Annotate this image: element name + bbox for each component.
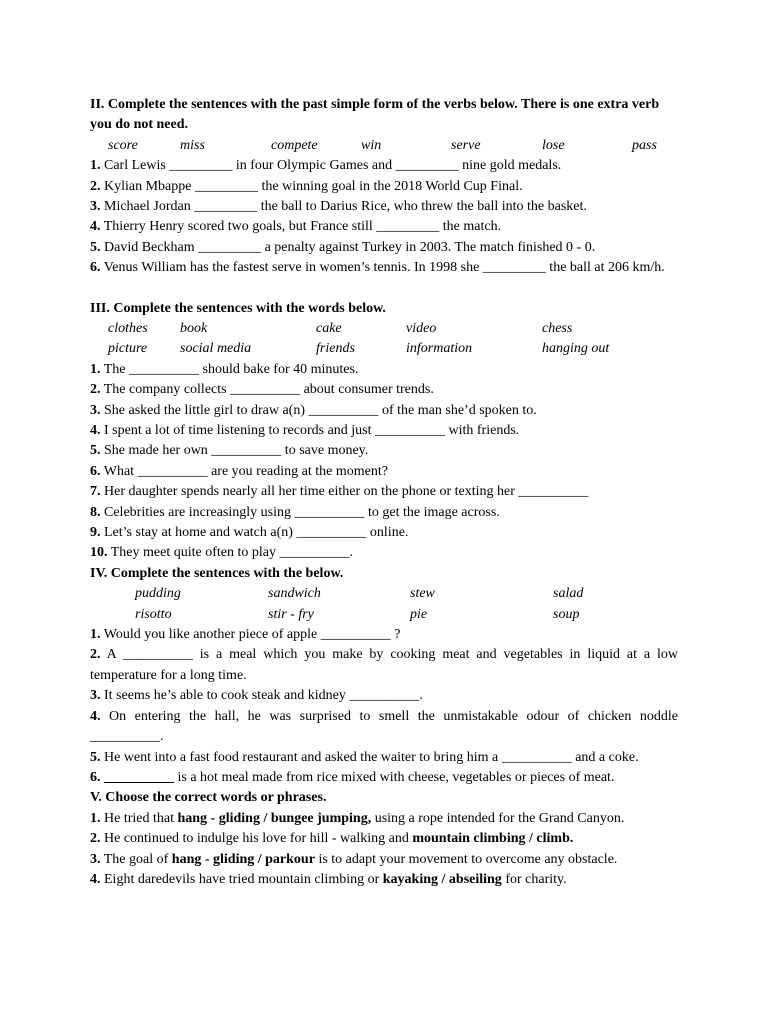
word-bank-item: hanging out [542,341,610,357]
choice-options: mountain climbing / climb. [412,831,574,847]
section-2-heading: II. Complete the sentences with the past simple form of the verbs below. There is one extra verb you do not need. [90,97,660,133]
item-number: 2. [90,178,101,194]
exercise-item [90,421,678,441]
exercise-item [90,543,678,563]
item-text: She made her own __________ to save money. [100,443,369,459]
item-text: is to adapt your movement to overcome any obstacle. [314,851,618,867]
item-number: 9. [90,525,101,541]
item-text: Thierry Henry scored two goals, but France still _________ the match. [100,219,502,235]
exercise-item [90,258,678,278]
word-bank-item: cake [316,321,342,337]
item-text: What __________ are you reading at the moment? [100,463,388,479]
item-number: 7. [90,484,101,500]
item-text: She asked the little girl to draw a(n) __________ of the man she’d spoken to. [100,402,537,418]
exercise-item [90,177,678,197]
exercise-item [90,829,678,849]
section-3-heading: III. Complete the sentences with the words below. [90,300,386,316]
word-bank-item: clothes [108,321,148,337]
item-number: 4. [90,423,101,439]
word-bank-item: risotto [135,606,172,622]
word-bank-item: pass [632,137,657,153]
item-text: is a hot meal made from rice mixed with cheese, vegetables or pieces of meat. [174,769,615,785]
word-bank-item: stew [410,586,435,602]
item-text: using a rope intended for the Grand Canyon. [371,810,625,826]
section-5-heading: V. Choose the correct words or phrases. [90,790,327,806]
item-number: 3. [90,402,101,418]
exercise-item [90,748,678,768]
word-bank-item: serve [451,137,481,153]
exercise-item [90,238,678,258]
item-number: 6. [90,463,101,479]
choice-options: hang - gliding / bungee jumping, [177,810,372,826]
item-text: Carl Lewis _________ in four Olympic Games and _________ nine gold medals. [100,158,562,174]
item-text: Michael Jordan _________ the ball to Darius Rice, who threw the ball into the basket. [100,199,587,215]
item-number: 4. [90,219,101,235]
item-text: Venus William has the fastest serve in women’s tennis. In 1998 she _________ the ball at 206 km/h. [100,260,665,276]
item-text: for charity. [501,871,567,887]
item-text: David Beckham _________ a penalty against Turkey in 2003. The match finished 0 - 0. [100,239,596,255]
item-number: 1. [90,627,101,643]
word-bank-item: book [180,321,208,337]
item-number: 3. [90,851,101,867]
exercise-item [90,503,678,523]
word-bank-item: picture [108,341,148,357]
item-number: 2. [90,382,101,398]
item-number: 1. [90,361,101,377]
item-text: I spent a lot of time listening to records and just __________ with friends. [100,423,520,439]
item-text: The goal of [100,851,172,867]
word-bank-item: stir - fry [268,606,314,622]
word-bank-item: video [406,321,437,337]
word-bank-item: lose [542,137,565,153]
item-text: The company collects __________ about consumer trends. [100,382,434,398]
exercise-item [90,217,678,237]
item-number: 3. [90,688,101,704]
exercise-item [90,197,678,217]
section-3-word-bank-row-2 [90,339,678,359]
item-text: Her daughter spends nearly all her time either on the phone or texting her __________ [100,484,589,500]
word-bank-item: compete [271,137,318,153]
item-number: 4. [90,871,101,887]
item-text: Celebrities are increasingly using __________ to get the image across. [100,504,500,520]
word-bank-item: pudding [135,586,181,602]
item-text: He went into a fast food restaurant and asked the waiter to bring him a __________ and a coke. [100,749,639,765]
item-text: Kylian Mbappe _________ the winning goal in the 2018 World Cup Final. [100,178,523,194]
item-number: 2. [90,647,101,663]
section-2-word-bank [90,136,678,156]
exercise-item [90,870,678,890]
item-number: 6. [90,769,101,785]
word-bank-item: pie [410,606,428,622]
choice-options: hang - gliding / parkour [171,851,315,867]
item-number: 1. [90,158,101,174]
word-bank-item: information [406,341,473,357]
exercise-item [90,380,678,400]
word-bank-item: win [361,137,382,153]
item-text: On entering the hall, he was surprised to smell the unmistakable odour of chicken noddle __________. [90,708,678,745]
exercise-item [90,850,678,870]
item-text: They meet quite often to play __________. [107,545,353,561]
item-number: 4. [90,708,101,724]
section-4-heading: IV. Complete the sentences with the below. [90,565,344,581]
exercise-item [90,441,678,461]
exercise-item [90,707,678,748]
exercise-item [90,401,678,421]
item-number: 8. [90,504,101,520]
exercise-item [90,360,678,380]
section-4-word-bank-row-1 [90,584,678,604]
word-bank-item: friends [316,341,355,357]
item-number: 5. [90,443,101,459]
exercise-item [90,156,678,176]
exercise-item [90,482,678,502]
word-bank-item: score [108,137,138,153]
exercise-item [90,809,678,829]
item-number: 10. [90,545,108,561]
exercise-item [90,523,678,543]
item-number: 5. [90,749,101,765]
item-number: 6. [90,260,101,276]
item-text: Eight daredevils have tried mountain climbing or [100,871,383,887]
item-text: The __________ should bake for 40 minutes. [100,361,359,377]
word-bank-item: chess [542,321,573,337]
exercise-item [90,768,678,788]
item-text: He tried that [100,810,178,826]
worksheet-content [90,95,678,890]
choice-options: kayaking / abseiling [382,871,502,887]
item-text: A __________ is a meal which you make by cooking meat and vegetables in liquid at a low temperature for a long time. [90,647,678,683]
word-bank-item: soup [553,606,580,622]
item-text: He continued to indulge his love for hill - walking and [100,831,413,847]
item-number: 1. [90,810,101,826]
item-text: Let’s stay at home and watch a(n) __________ online. [100,525,409,541]
section-4-word-bank-row-2 [90,605,678,625]
item-number: 2. [90,831,101,847]
exercise-item [90,686,678,706]
item-text: It seems he’s able to cook steak and kidney __________. [100,688,423,704]
section-3-word-bank-row-1 [90,319,678,339]
word-bank-item: social media [180,341,252,357]
exercise-item [90,625,678,645]
exercise-item [90,462,678,482]
item-blank: __________ [100,769,174,785]
item-number: 3. [90,199,101,215]
exercise-item [90,645,678,686]
word-bank-item: sandwich [268,586,321,602]
item-number: 5. [90,239,101,255]
word-bank-item: salad [553,586,584,602]
item-text: Would you like another piece of apple __________ ? [100,627,401,643]
word-bank-item: miss [180,137,205,153]
